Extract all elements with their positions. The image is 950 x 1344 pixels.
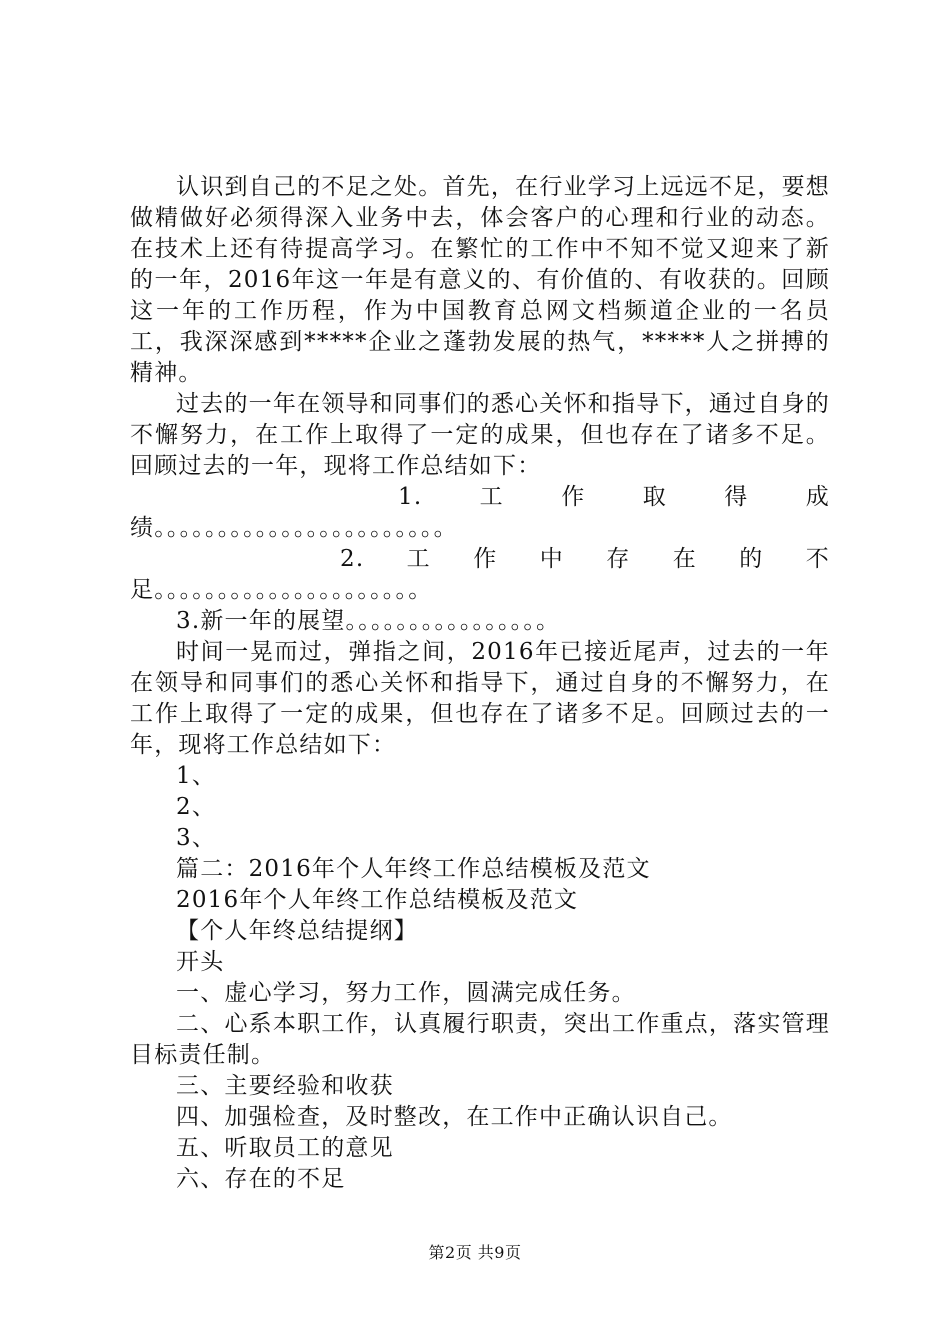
document-body bbox=[130, 172, 830, 1195]
toc-item-2 bbox=[130, 544, 830, 575]
outline-item: 四、加强检查，及时整改，在工作中正确认识自己。 bbox=[176, 1104, 733, 1130]
toc-item-1-part: 取 bbox=[642, 484, 667, 510]
numbered-item: 3、 bbox=[176, 825, 217, 851]
toc-item-2-part: 中 bbox=[539, 546, 564, 572]
section-heading: 篇二：2016年个人年终工作总结模板及范文 bbox=[176, 856, 651, 882]
toc-item-2-part: 存 bbox=[606, 546, 631, 572]
outline-item: 五、听取员工的意见 bbox=[176, 1135, 394, 1161]
numbered-item: 1、 bbox=[176, 763, 217, 789]
toc-item-2-part: 在 bbox=[672, 546, 697, 572]
outline-item: 一、虚心学习，努力工作，圆满完成任务。 bbox=[176, 980, 636, 1006]
page-number-footer: 第2页 共9页 bbox=[428, 1243, 522, 1262]
toc-item-1-part: 得 bbox=[724, 484, 749, 510]
toc-item-1-part: 成 bbox=[805, 484, 830, 510]
outline-item: 三、主要经验和收获 bbox=[176, 1073, 394, 1099]
toc-item-2-part: 的 bbox=[739, 546, 764, 572]
toc-item-1 bbox=[130, 482, 830, 513]
toc-item-2-part: 2. bbox=[340, 546, 365, 572]
toc-item-1-tail: 绩。。。。。。。。。。。。。。。。。。。。。。。 bbox=[130, 515, 458, 541]
numbered-item: 2、 bbox=[176, 794, 217, 820]
toc-item-1-part: 1. bbox=[398, 484, 423, 510]
toc-item-2-tail: 足。。。。。。。。。。。。。。。。。。。。。 bbox=[130, 577, 433, 603]
section-title: 2016年个人年终工作总结模板及范文 bbox=[176, 887, 579, 913]
toc-item-2-part: 作 bbox=[473, 546, 498, 572]
toc-item-1-part: 作 bbox=[561, 484, 586, 510]
paragraph-past-year: 过去的一年在领导和同事们的悉心关怀和指导下，通过自身的不懈努力，在工作上取得了一定的成果，但也存在了诸多不足。回顾过去的一年，现将工作总结如下： bbox=[130, 391, 830, 479]
paragraph-time-flies: 时间一晃而过，弹指之间，2016年已接近尾声，过去的一年在领导和同事们的悉心关怀和指导下，通过自身的不懈努力，在工作上取得了一定的成果，但也存在了诸多不足。回顾过去的一年，现将工作总结如下： bbox=[130, 639, 830, 758]
toc-item-2-part: 不 bbox=[805, 546, 830, 572]
toc-item-3: 3.新一年的展望。。。。。。。。。。。。。。。。 bbox=[176, 608, 561, 634]
outline-label: 【个人年终总结提纲】 bbox=[176, 918, 418, 944]
paragraph-intro: 认识到自己的不足之处。首先，在行业学习上远远不足，要想做精做好必须得深入业务中去，体会客户的心理和行业的动态。在技术上还有待提高学习。在繁忙的工作中不知不觉又迎来了新的一年，2016年这一年是有意义的、有价值的、有收获的。回顾这一年的工作历程，作为中国教育总网文档频道企业的一名员工，我深深感到*****企业之蓬勃发展的热气，*****人之拼搏的精神。 bbox=[130, 174, 830, 386]
toc-item-1-part: 工 bbox=[479, 484, 504, 510]
outline-item: 开头 bbox=[176, 949, 225, 975]
outline-item: 六、存在的不足 bbox=[176, 1166, 346, 1192]
outline-item: 二、心系本职工作，认真履行职责，突出工作重点，落实管理目标责任制。 bbox=[130, 1011, 830, 1068]
toc-item-2-part: 工 bbox=[406, 546, 431, 572]
